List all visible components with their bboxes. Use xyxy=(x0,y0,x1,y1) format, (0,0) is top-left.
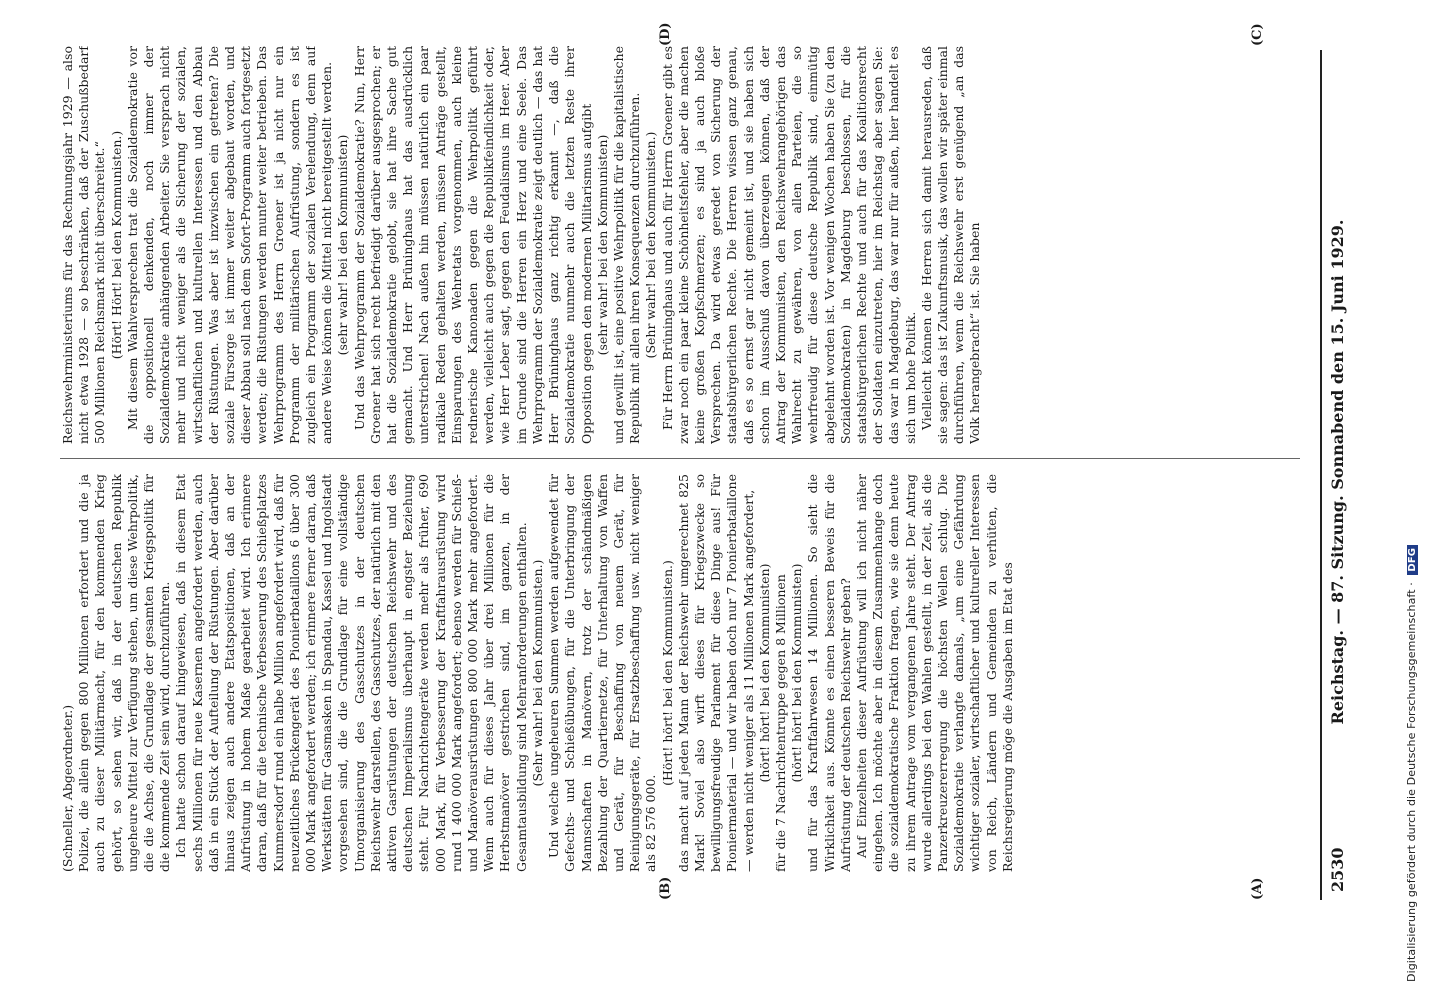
paragraph: Und das Wehrprogramm der Sozialdemokratie? Nun, Herr Groener hat sich recht befriedigt darüber ausgesprochen; er hat die Sozialdemokratie gelobt, sie hat ihre Sache gut gemacht. Und Herr Brüninghaus hat das ausdrücklich unterstrichen! Nach außen hin müssen natürlich ein paar radikale Reden gehalten werden, müssen Anträge gestellt, Einsparungen des Wehretats vorgenommen, auch kleine rednerische Kanonaden gegen die Wehrpolitik geführt werden, vielleicht auch gegen die Republikfeindlichkeit oder, wie Herr Leber sagt, gegen den Feudalismus im Heer. Aber im Grunde sind die Herren ein Herz und eine Seele. Das Wehrprogramm der Sozialdemokratie zeigt deutlich — das hat Herr Brüninghaus ganz richtig erkannt —, daß die Sozialdemokratie nunmehr auch die letzten Reste ihrer Opposition gegen den modernen Militarismus aufgibt xyxy=(351,46,594,444)
interjection: (sehr wahr! bei den Kommunisten) xyxy=(335,134,351,356)
paragraph: Vielleicht können die Herren sich damit herausreden, daß sie sagen: das ist Zukunftsmusik, das wollen wir später einmal durchführen, wenn die Reichswehr erst genügend „an das Volk herangebracht“ ist. Sie haben xyxy=(918,46,983,444)
paragraph: Ich hatte schon darauf hingewiesen, daß in diesem Etat sechs Millionen für neue Kasernen angefordert werden, auch daß in ein Stück der Aufteilung der Rüstungen. Aber darüber hinaus zeigen auch andere Etatspositionen, daß an der Aufrüstung in hohem Maße gearbeitet wird. Ich erinnere daran, daß für die technische Verbesserung des Schießplatzes Kummersdorf rund ein halbe Million angefordert wird, daß für neuzeitliches Brückengerät des Pionierbataillons 6 über 300 000 Mark angefordert werden; ich erinnere ferner daran, daß Werkstätten für Gasmasken in Spandau, Kassel und Ingolstadt vorgesehen sind, die die Grundlage für eine vollständige Umorganisierung des Gasschutzes in der deutschen Reichswehr darstellen, des Gasschutzes, der natürlich mit den aktiven Gasrüstungen der deutschen Reichswehr und des deutschen Imperialismus überhaupt in engster Beziehung steht. Für Nachrichtengeräte werden mehr als früher, 690 000 Mark, für Verbesserung der Kraftfahrausrüstung wird rund 1 400 000 Mark angefordert; ebenso werden für Schieß- und Manöverausrüstungen 800 000 Mark mehr angefordert. Wenn auch für dieses Jahr über drei Millionen für die Herbstmanöver gestrichen sind, im ganzen, in der Gesamtausbildung sind Mehranforderungen enthalten. xyxy=(173,474,529,872)
page-number: 2530 xyxy=(1328,847,1347,892)
margin-marker-b: (B) xyxy=(658,876,673,900)
paragraph: (Schneller, Abgeordneter.) xyxy=(60,704,75,872)
margin-marker-c: (C) xyxy=(1250,23,1265,46)
interjection: (hört! hört! bei den Kommunisten) xyxy=(789,563,805,783)
digitization-footer xyxy=(1405,545,1418,982)
interjection: (Hört! hört! bei den Kommunisten.) xyxy=(659,560,675,786)
paragraph: Polizei, die allein gegen 800 Millionen erfordert und die ja auch zu dieser Militärmacht, für den kommenden Krieg gehört, so sehen wir, daß in der deutschen Republik ungeheure Mittel zur Verfügung stehen, um diese Wehrpolitik, die die Achse, die Grundlage der gesamten Kriegspolitik für die kommende Zeit sein wird, durchzuführen. xyxy=(76,474,173,872)
paragraph: Für Herrn Brüninghaus und auch für Herrn Groener gibt es zwar noch ein paar kleine Schönheitsfehler, aber die machen keine großen Kopfschmerzen; es sind ja auch bloße Versprechen. Da wird etwas geredet von Sicherung der staatsbürgerlichen Rechte. Die Herren wissen ganz genau, daß es so ernst gar nicht gemeint ist, und sie haben sich schon im Ausschuß davon überzeugen können, daß der Antrag der Kommunisten, den Reichswehrangehörigen das Wahlrecht zu gewähren, von allen Parteien, die so wehrfreudig für diese deutsche Republik sind, einmütig abgelehnt worden ist. Vor wenigen Wochen haben Sie (zu den Sozialdemokraten) in Magdeburg beschlossen, für die staatsbürgerlichen Rechte und auch für das Koalitionsrecht der Soldaten einzutreten, hier im Reichstag aber sagen Sie: das war in Magdeburg, das war nur für außen, hier handelt es sich um hohe Politik. xyxy=(659,46,918,444)
margin-marker-a: (A) xyxy=(1250,877,1265,900)
dfg-logo: DFG xyxy=(1407,545,1418,575)
right-column xyxy=(60,46,1300,444)
paragraph: das macht auf jeden Mann der Reichswehr umgerechnet 825 Mark! Soviel also wirft dieses für Kriegszwecke so bewilligungsfreudige Parlament für diese Dinge aus! Für Pioniermaterial — und wir haben doch nur 7 Pionierbataillone — werden nicht weniger als 11 Millionen Mark angefordert, xyxy=(675,474,756,872)
paragraph: für die 7 Nachrichtentruppe gegen 8 Millionen xyxy=(772,574,788,872)
running-header xyxy=(1328,52,1350,892)
paragraph: Mit diesem Wahlversprechen trat die Sozialdemokratie vor die oppositionell denkenden, noch immer der Sozialdemokratie anhängenden Arbeiter. Sie versprach nicht mehr und nicht weniger als die Sicherung der sozialen, wirtschaftlichen und kulturellen Interessen und den Abbau der Rüstungen. Was aber ist inzwischen ein getreten? Die soziale Fürsorge ist immer weiter abgebaut worden, und dieser Abbau soll nach dem Sofort-Programm auch fortgesetzt werden; die Rüstungen werden munter weiter betrieben. Das Wehrprogramm des Herrn Groener ist ja nicht nur ein Programm der militärischen Aufrüstung, sondern es ist zugleich ein Programm der sozialen Verelendung, denn auf andere Weise können die Mittel nicht bereitgestellt werden. xyxy=(124,46,335,444)
header-title: Reichstag. — 87. Sitzung. Sonnabend den 15. Juni 1929. xyxy=(1328,219,1347,725)
paragraph: Reichswehrministeriums für das Rechnungsjahr 1929 — also nicht etwa 1928 — so beschränken, daß der Zuschußbedarf 500 Millionen Reichsmark nicht überschreitet.“ xyxy=(60,46,108,444)
interjection: (Sehr wahr! bei den Kommunisten.) xyxy=(529,559,545,787)
paragraph: und gewillt ist, eine positive Wehrpolitik für die kapitalistische Republik mit allen ihren Konsequenzen durchzuführen. xyxy=(610,46,643,444)
paragraph: Auf Einzelheiten dieser Aufrüstung will ich nicht näher eingehen. Ich möchte aber in diesem Zusammenhange doch die sozialdemokratische Fraktion fragen, wie sie denn heute zu ihrem Antrage vom vergangenen Jahre steht. Der Antrag wurde allerdings bei den Wahlen gestellt, in der Zeit, als die Panzerkreuzererregung die höchsten Wellen schlug. Die Sozialdemokratie verlangte damals, „um eine Gefährdung wichtiger sozialer, wirtschaftlicher und kultureller Interessen von Reich, Ländern und Gemeinden zu verhüten, die Reichsregierung möge die Ausgaben im Etat des xyxy=(853,474,1015,872)
column-separator xyxy=(60,458,1300,459)
interjection: (Sehr wahr! bei den Kommunisten.) xyxy=(643,131,659,359)
header-rule xyxy=(1320,50,1322,900)
interjection: (Hört! Hört! bei den Kommunisten.) xyxy=(108,130,124,360)
interjection: (sehr wahr! bei den Kommunisten) xyxy=(594,134,610,356)
left-column xyxy=(60,474,1300,872)
margin-marker-d: (D) xyxy=(658,22,673,46)
paragraph: Und welche ungeheuren Summen werden aufgewendet für Gefechts- und Schießübungen, für die Unterbringung der Mannschaften in Manövern, trotz der schändmäßigen Bezahlung der Quartiernetze, für Unterhaltung von Waffen und Gerät, für Beschaffung von neuem Gerät, für Reinigungsgeräte, für Ersatzbeschaffung usw. nicht weniger als 82 576 000. xyxy=(546,474,659,872)
paragraph: und für das Kraftfahrwesen 14 Millionen. So sieht die Wirklichkeit aus. Könnte es einen besseren Beweis für die Aufrüstung der deutschen Reichswehr geben? xyxy=(805,474,853,872)
interjection: (hört! hört! bei den Kommunisten) xyxy=(756,563,772,783)
footer-text: Digitalisierung gefördert durch die Deutsche Forschungsgemeinschaft · xyxy=(1405,582,1418,982)
